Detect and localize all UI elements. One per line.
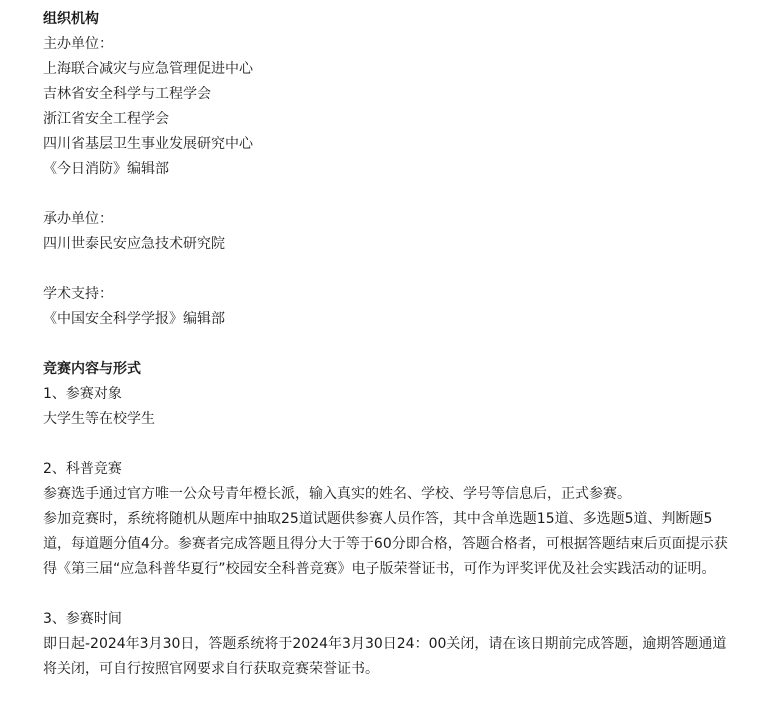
spacer (43, 432, 733, 457)
host-item: 《今日消防》编辑部 (43, 161, 169, 177)
section-2-title: 2、科普竞赛 (43, 461, 122, 477)
spacer (43, 257, 733, 282)
host-item: 浙江省安全工程学会 (43, 111, 169, 127)
section-3-title: 3、参赛时间 (43, 611, 122, 627)
section-2-paragraph-1: 参赛选手通过官方唯一公众号青年橙长派，输入真实的姓名、学校、学号等信息后，正式参赛。 (43, 486, 631, 502)
spacer (43, 182, 733, 207)
host-label: 主办单位： (43, 36, 113, 52)
section-1-title: 1、参赛对象 (43, 386, 122, 402)
spacer (43, 582, 733, 607)
contest-heading: 竞赛内容与形式 (43, 361, 141, 377)
organizer-value: 四川世泰民安应急技术研究院 (43, 236, 225, 252)
article-body (43, 7, 733, 682)
section-3-text: 即日起-2024年3月30日，答题系统将于2024年3月30日24：00关闭，请在该日期前完成答题，逾期答题通道将关闭，可自行按照官网要求自行获取竞赛荣誉证书。 (43, 636, 727, 677)
host-item: 上海联合减灾与应急管理促进中心 (43, 61, 253, 77)
spacer (43, 332, 733, 357)
org-heading: 组织机构 (43, 11, 99, 27)
section-1-text: 大学生等在校学生 (43, 411, 155, 427)
support-label: 学术支持： (43, 286, 113, 302)
section-2-paragraph-2: 参加竞赛时，系统将随机从题库中抽取25道试题供参赛人员作答，其中含单选题15道、多选题5道、判断题5道，每道题分值4分。参赛者完成答题且得分大于等于60分即合格，答题合格者，可根据答题结束后页面提示获得《第三届“应急科普华夏行”校园安全科普竞赛》电子版荣誉证书，可作为评奖评优及社会实践活动的证明。 (43, 511, 728, 577)
host-item: 吉林省安全科学与工程学会 (43, 86, 211, 102)
host-item: 四川省基层卫生事业发展研究中心 (43, 136, 253, 152)
support-value: 《中国安全科学学报》编辑部 (43, 311, 225, 327)
organizer-label: 承办单位： (43, 211, 113, 227)
